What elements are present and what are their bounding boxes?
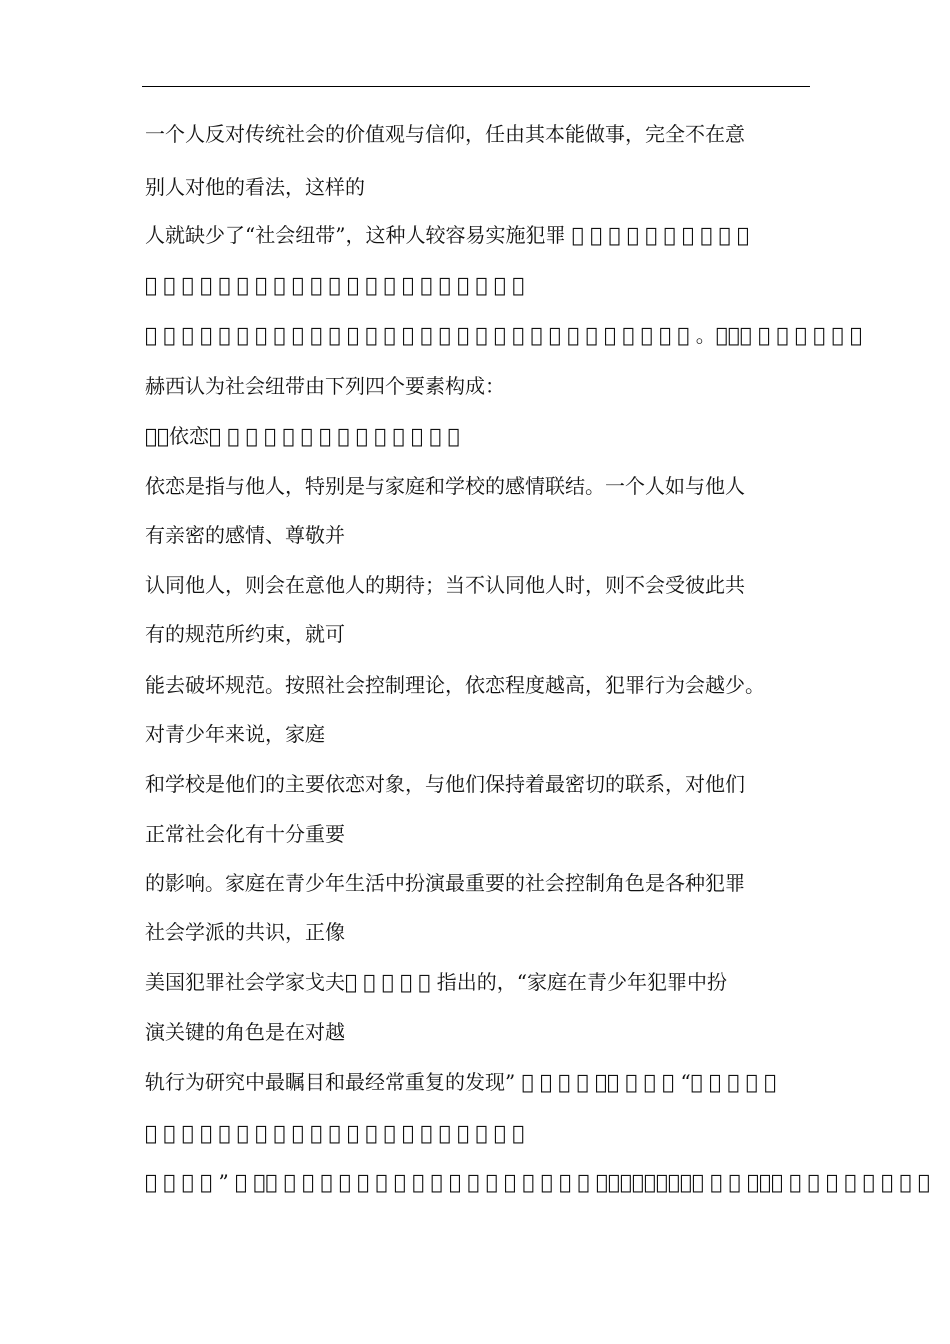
- text-line: 有亲密的感情、尊敬并: [145, 523, 345, 547]
- text-line: 依恋是指与他人，特别是与家庭和学校的感情联结。一个人如与他人: [145, 474, 745, 498]
- text-line: 人就缺少了“社会纽带”，这种人较容易实施犯罪 􀀁 􀀁 􀀁 􀀁 􀀁 􀀁 􀀁 􀀁 􀀁 􀀁: [145, 223, 750, 247]
- text-line: 美国犯罪社会学家戈夫􀀁 􀀁 􀀁 􀀁 􀀁 指出的，“家庭在青少年犯罪中扮: [145, 970, 728, 994]
- text-line: 能去破坏规范。按照社会控制理论，依恋程度越高，犯罪行为会越少。: [145, 673, 765, 697]
- header-rule: [142, 86, 810, 87]
- text-line: 􀀁．依恋􀀁 􀀁 􀀁 􀀁 􀀁 􀀁 􀀁 􀀁 􀀁 􀀁 􀀁 􀀁 􀀁 􀀁: [145, 424, 460, 448]
- text-line: 􀀁 􀀁 􀀁 􀀁 􀀁 􀀁 􀀁 􀀁 􀀁 􀀁 􀀁 􀀁 􀀁 􀀁 􀀁 􀀁 􀀁 􀀁 􀀁 􀀁 􀀁: [145, 1121, 525, 1145]
- text-line: 赫西认为社会纽带由下列四个要素构成：: [145, 374, 505, 398]
- text-line: 对青少年来说，家庭: [145, 722, 325, 746]
- text-line: 认同他人，则会在意他人的期待；当不认同他人时，则不会受彼此共: [145, 573, 745, 597]
- text-line: 演关键的角色是在对越: [145, 1020, 345, 1044]
- text-line: 和学校是他们的主要依恋对象，与他们保持着最密切的联系，对他们: [145, 772, 745, 796]
- text-line: 有的规范所约束，就可: [145, 622, 345, 646]
- text-line: 轨行为研究中最瞩目和最经常重复的发现” 􀀁 􀀁 􀀁 􀀁 􀀁􀀁 􀀁 􀀁 􀀁 “􀀁 􀀁 􀀁 􀀁 􀀁: [145, 1070, 777, 1094]
- text-line: 􀀁 􀀁 􀀁 􀀁 ” 􀀁 􀀁􀀁 􀀁 􀀁 􀀁 􀀁 􀀁 􀀁 􀀁 􀀁 􀀁 􀀁 􀀁 􀀁 􀀁 􀀁 􀀁 􀀁 􀀁 ：􀀁􀀁􀀁􀀁􀀁～􀀁􀀁 􀀁 􀀁 􀀁．􀀁 􀀁 􀀁 􀀁 􀀁 􀀁 􀀁 􀀁 􀀁: [145, 1170, 930, 1194]
- text-line: 一个人反对传统社会的价值观与信仰，任由其本能做事，完全不在意: [145, 122, 745, 146]
- text-line: 别人对他的看法，这样的: [145, 175, 365, 199]
- text-line: 的影响。家庭在青少年生活中扮演最重要的社会控制角色是各种犯罪: [145, 871, 745, 895]
- text-line: 正常社会化有十分重要: [145, 822, 345, 846]
- text-line: 􀀁 􀀁 􀀁 􀀁 􀀁 􀀁 􀀁 􀀁 􀀁 􀀁 􀀁 􀀁 􀀁 􀀁 􀀁 􀀁 􀀁 􀀁 􀀁 􀀁 􀀁: [145, 273, 525, 297]
- text-line: 􀀁 􀀁 􀀁 􀀁 􀀁 􀀁 􀀁 􀀁 􀀁 􀀁 􀀁 􀀁 􀀁 􀀁 􀀁 􀀁 􀀁 􀀁 􀀁 􀀁 􀀁 􀀁 􀀁 􀀁 􀀁 􀀁 􀀁 􀀁 􀀁 􀀁 。􀀁􀀁􀀁 􀀁 􀀁 􀀁 􀀁 􀀁 􀀁: [145, 323, 862, 347]
- text-line: 社会学派的共识，正像: [145, 920, 345, 944]
